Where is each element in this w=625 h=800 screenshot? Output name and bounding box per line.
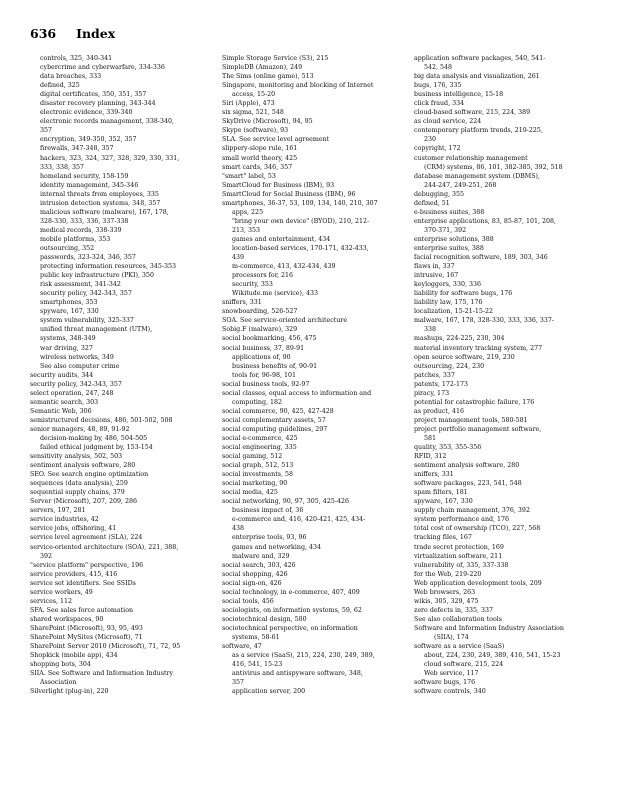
index-entry: SharePoint MySites (Microsoft), 71 (30, 634, 143, 641)
index-entry: customer relationship management (414, 154, 528, 162)
index-entry: social business tools, 92-97 (222, 380, 310, 388)
index-entry: 416, 541, 15-23 (232, 661, 283, 669)
index-entry: sniffers, 331 (222, 299, 262, 307)
index-entry: The Sims (online game), 513 (222, 73, 314, 81)
index-entry: shopping bots, 304 (30, 661, 91, 669)
index-entry: games and networking, 434 (232, 543, 321, 551)
index-entry: systems, 348-349 (40, 335, 96, 343)
index-entry: virtualization software, 211 (414, 552, 503, 560)
index-entry: sociotechnical design, 580 (222, 615, 307, 623)
index-entry: controls, 325, 340-341 (40, 55, 113, 62)
index-entry: Skype (software), 93 (222, 127, 289, 135)
index-entry: 357 (40, 127, 53, 135)
index-entry: social bookmarking, 456, 475 (222, 335, 317, 343)
index-entry: RFID, 312 (414, 453, 447, 461)
index-entry: potential for catastrophic failure, 176 (414, 398, 535, 406)
index-entry: social sign-on, 426 (222, 579, 282, 587)
index-entry: sentiment analysis software, 280 (30, 462, 136, 470)
index-entry: 370-371, 392 (424, 226, 467, 234)
index-entry: "bring your own device" (BYOD), 210, 212- (232, 217, 370, 225)
index-entry: bugs, 176, 335 (414, 82, 462, 90)
index-entry: 438 (232, 525, 245, 533)
index-entry: m-commerce, 413, 432-434, 439 (232, 263, 336, 271)
index-entry: (SIIA), 174 (434, 634, 469, 641)
index-entry: e-business suites, 388 (414, 208, 485, 216)
index-entry: patches, 337 (414, 371, 455, 379)
index-entry: spam filters, 181 (414, 489, 468, 497)
index-entry: risk assessment, 341-342 (40, 281, 121, 289)
index-entry: electronic evidence, 339-340 (40, 109, 133, 117)
index-entry: vulnerability of, 335, 337-338 (414, 561, 509, 569)
index-entry: localization, 15-21-15-22 (414, 308, 494, 316)
index-entry: project portfolio management software, (414, 425, 542, 433)
index-entry: social engineering, 335 (222, 444, 297, 452)
index-entry: intrusion detection systems, 348, 357 (40, 199, 161, 207)
index-entry: SIIA. See Software and Information Industry (30, 670, 174, 678)
index-entry: identity management, 345-346 (40, 181, 139, 189)
index-entry: processors for, 216 (232, 272, 294, 280)
index-entry: security policy, 342-343, 357 (30, 380, 122, 388)
index-entry: apps, 225 (232, 208, 264, 216)
index-entry: contemporary platform trends, 219-225, (414, 127, 543, 135)
index-entry: enterprise suites, 388 (414, 244, 484, 252)
index-entry: 392 (40, 552, 53, 560)
index-entry: outsourcing, 352 (40, 244, 95, 252)
index-entry: decision-making by, 486, 504-505 (40, 434, 148, 442)
index-entry: Web application development tools, 209 (414, 579, 542, 587)
page-number: 636 (30, 26, 57, 41)
index-entry: malicious software (malware), 167, 178, (40, 208, 169, 216)
index-entry: encryption, 349-350, 352, 357 (40, 136, 137, 144)
index-entry: Shopkick (mobile app), 434 (30, 652, 118, 660)
index-column-2 (222, 54, 412, 696)
index-entry: six sigma, 521, 548 (222, 109, 284, 117)
index-entry: SFA. See sales force automation (30, 606, 134, 614)
index-entry: small world theory, 425 (222, 154, 298, 162)
index-entry: social technology, in e-commerce, 407, 409 (222, 588, 360, 596)
index-entry: security policy, 342-343, 357 (40, 290, 132, 298)
index-entry: SEO. See search engine optimization (30, 471, 149, 479)
index-entry: database management system (DBMS), (414, 172, 540, 180)
index-entry: select operation, 247, 248 (30, 389, 114, 397)
index-entry: sociotechnical perspective, on information (222, 624, 358, 632)
index-entry: 333, 338, 357 (40, 163, 85, 171)
index-entry: servers, 197, 281 (30, 507, 86, 515)
index-entry: material inventory tracking system, 277 (414, 344, 543, 352)
index-entry: failed ethical judgment by, 153-154 (40, 444, 153, 452)
index-entry: business benefits of, 90-91 (232, 362, 318, 370)
index-entry: cloud software, 215, 224 (424, 661, 504, 669)
index-entry: Silverlight (plug-in), 220 (30, 688, 109, 696)
index-entry: social graph, 512, 513 (222, 462, 294, 470)
index-entry: Association (40, 679, 77, 687)
index-entry: software packages, 223, 541, 548 (414, 480, 522, 488)
index-entry: social commerce, 90, 425, 427-428 (222, 407, 334, 415)
index-entry: application software packages, 540, 541- (414, 55, 546, 62)
index-entry: shared workspaces, 90 (30, 615, 104, 623)
index-entry: smartphones, 353 (40, 299, 98, 307)
index-entry: tools for, 96-98, 101 (232, 371, 296, 379)
index-entry: 542, 548 (424, 64, 453, 72)
index-entry: liability law, 175, 176 (414, 299, 483, 307)
index-entry: Wikitude.me (service), 433 (232, 290, 318, 298)
index-entry: defined, 325 (40, 82, 80, 90)
index-entry: 338 (424, 326, 437, 334)
index-entry: security, 353 (232, 281, 273, 289)
index-entry: computing, 182 (232, 398, 283, 406)
index-entry: as cloud service, 224 (414, 118, 482, 126)
index-entry: 328-330, 333, 336, 337-338 (40, 217, 129, 225)
index-entry: social media, 425 (222, 489, 278, 497)
index-entry: mobile platforms, 353 (40, 235, 111, 243)
index-entry: for the Web, 219-220 (414, 570, 482, 578)
index-entry: mashups, 224-225, 230, 304 (414, 335, 505, 343)
index-entry: liability for software bugs, 176 (414, 290, 513, 298)
index-entry: Web service, 117 (424, 670, 479, 678)
index-entry: system vulnerability, 325-337 (40, 317, 134, 325)
index-entry: service level agreement (SLA), 224 (30, 534, 143, 542)
page-title: Index (76, 26, 116, 41)
page-header (30, 26, 115, 41)
index-entry: digital certificates, 350, 351, 357 (40, 91, 147, 99)
index-entry: semistructured decisions, 486, 501-502, 508 (30, 416, 173, 424)
index-entry: service set identifiers. See SSIDs (30, 579, 136, 587)
index-entry: Singapore, monitoring and blocking of Internet (222, 82, 374, 90)
index-entry: intrusive, 167 (414, 272, 459, 280)
index-entry: tracking files, 167 (414, 534, 472, 542)
index-entry: games and entertainment, 434 (232, 235, 331, 243)
index-entry: antivirus and antispyware software, 348, (232, 670, 363, 678)
index-entry: SmartCloud for Social Business (IBM), 96 (222, 190, 356, 198)
index-entry: zero defects in, 335, 337 (414, 606, 494, 614)
index-entry: piracy, 173 (414, 389, 450, 397)
index-entry: See also computer crime (40, 362, 120, 370)
index-entry: copyright, 172 (414, 145, 461, 153)
index-entry: SLA. See service level agreement (222, 136, 330, 144)
index-entry: semantic search, 303 (30, 398, 99, 406)
index-entry: sequences (data analysis), 259 (30, 480, 128, 488)
index-entry: sociologists, on information systems, 59, 62 (222, 606, 362, 614)
index-entry: 439 (232, 254, 245, 262)
index-entry: access, 15-20 (232, 91, 276, 99)
index-entry: social tools, 456 (222, 597, 274, 605)
index-entry: wikis, 305, 329, 475 (414, 597, 479, 605)
index-entry: about, 224, 230, 249, 389, 416, 541, 15-23 (424, 652, 561, 660)
index-entry: SmartCloud for Business (IBM), 93 (222, 181, 335, 189)
index-entry: Web browsers, 263 (414, 588, 476, 596)
index-entry: Semantic Web, 306 (30, 407, 92, 415)
index-entry: social marketing, 90 (222, 480, 288, 488)
index-entry: open source software, 219, 230 (414, 353, 515, 361)
index-entry: quality, 353, 355-356 (414, 444, 482, 452)
index-entry: SkyDrive (Microsoft), 94, 95 (222, 118, 313, 126)
index-entry: passwords, 323-324, 346, 357 (40, 254, 136, 262)
index-entry: social classes, equal access to information and (222, 389, 372, 397)
index-entry: 213, 353 (232, 226, 261, 234)
index-entry: flaws in, 337 (414, 263, 455, 271)
index-entry: debugging, 355 (414, 190, 465, 198)
index-entry: 581 (424, 434, 437, 442)
index-entry: software as a service (SaaS) (414, 643, 505, 651)
index-entry: Software and Information Industry Association (414, 624, 564, 632)
index-entry: social search, 303, 426 (222, 561, 296, 569)
index-entry: homeland security, 158-159 (40, 172, 129, 180)
index-entry: slippery-slope rule, 161 (222, 145, 298, 153)
index-entry: outsourcing, 224, 230 (414, 362, 485, 370)
index-entry: business impact of, 36 (232, 507, 304, 515)
index-entry: internal threats from employees, 335 (40, 190, 159, 198)
index-entry: smart cards, 346, 357 (222, 163, 293, 171)
index-entry: Server (Microsoft), 207, 209, 286 (30, 498, 137, 506)
index-entry: social business, 37, 89-91 (222, 344, 305, 352)
index-entry: hackers, 323, 324, 327, 328, 329, 330, 331, (40, 154, 180, 162)
index-entry: "service platform" perspective, 196 (30, 561, 144, 569)
index-entry: service industries, 42 (30, 516, 99, 524)
index-entry: enterprise solutions, 388 (414, 235, 494, 243)
index-entry: electronic records management, 338-340, (40, 118, 174, 126)
index-entry: cybercrime and cyberwarfare, 334-336 (40, 64, 165, 72)
index-entry: software bugs, 176 (414, 679, 476, 687)
index-entry: snowboarding, 526-527 (222, 308, 298, 316)
index-entry: 244-247, 249-251, 268 (424, 181, 497, 189)
index-entry: location-based services, 170-171, 432-433, (232, 244, 369, 252)
index-entry: disaster recovery planning, 343-344 (40, 100, 156, 108)
index-entry: system performance and, 176 (414, 516, 510, 524)
index-entry: sensitivity analysis, 502, 503 (30, 453, 123, 461)
index-entry: malware, 167, 178, 328-330, 333, 336, 337- (414, 317, 555, 325)
index-entry: service jobs, offshoring, 41 (30, 525, 117, 533)
index-entry: public key infrastructure (PKI), 350 (40, 272, 154, 280)
index-entry: patents, 172-173 (414, 380, 469, 388)
index-entry: "smart" label, 53 (222, 172, 276, 180)
index-entry: Sobig.F (malware), 329 (222, 326, 298, 334)
index-entry: software, 47 (222, 643, 262, 651)
index-entry: click fraud, 334 (414, 100, 465, 108)
index-entry: total cost of ownership (TCO), 227, 568 (414, 525, 541, 533)
index-entry: Simple Storage Service (S3), 215 (222, 55, 329, 62)
index-entry: as a service (SaaS), 215, 224, 230, 249, 389, (232, 652, 375, 660)
index-entry: service-oriented architecture (SOA), 221, 388, (30, 543, 179, 551)
index-entry: (CRM) systems, 86, 101, 382-385, 392, 518 (424, 163, 563, 171)
index-entry: big data analysis and visualization, 261 (414, 73, 540, 81)
index-entry: firewalls, 347-348, 357 (40, 145, 114, 153)
index-entry: social networking, 90, 97, 305, 425-426 (222, 498, 349, 506)
index-entry: wireless networks, 349 (40, 353, 114, 361)
index-entry: enterprise applications, 83, 85-87, 101, 208, (414, 217, 557, 225)
index-entry: security audits, 344 (30, 371, 94, 379)
index-entry: software controls, 340 (414, 688, 486, 696)
index-entry: facial recognition software, 189, 303, 346 (414, 254, 548, 262)
index-entry: war driving, 327 (40, 344, 93, 352)
index-entry: social investments, 58 (222, 471, 293, 479)
index-column-3 (414, 54, 604, 696)
index-entry: as product, 416 (414, 407, 464, 415)
index-entry: social complementary assets, 57 (222, 416, 326, 424)
index-entry: spyware, 167, 330 (40, 308, 99, 316)
index-entry: service providers, 415, 416 (30, 570, 118, 578)
index-entry: sequential supply chains, 379 (30, 489, 125, 497)
index-entry: data breaches, 333 (40, 73, 102, 81)
index-entry: keyloggers, 330, 336 (414, 281, 481, 289)
index-entry: application server, 200 (232, 688, 306, 696)
index-entry: services, 112 (30, 597, 73, 605)
index-entry: applications of, 90 (232, 353, 291, 361)
index-entry: SOA. See service-oriented architecture (222, 317, 348, 325)
index-entry: smartphones, 36-37, 53, 109, 134, 140, 210, 307 (222, 199, 378, 207)
index-entry: protecting information resources, 345-353 (40, 263, 177, 271)
index-entry: cloud-based software, 215, 224, 389 (414, 109, 531, 117)
index-entry: defined, 51 (414, 199, 450, 207)
index-entry: Siri (Apple), 473 (222, 100, 275, 108)
index-entry: supply chain management, 376, 392 (414, 507, 530, 515)
index-entry: social gaming, 512 (222, 453, 283, 461)
index-entry: sentiment analysis software, 280 (414, 462, 520, 470)
index-entry: systems, 58-61 (232, 634, 280, 641)
index-entry: trade secret protection, 169 (414, 543, 504, 551)
index-entry: spyware, 167, 330 (414, 498, 473, 506)
index-entry: SimpleDB (Amazon), 249 (222, 64, 303, 72)
index-entry: project management tools, 580-581 (414, 416, 528, 424)
index-entry: social shopping, 426 (222, 570, 288, 578)
index-entry: See also collaboration tools (414, 615, 502, 623)
index-entry: service workers, 49 (30, 588, 93, 596)
index-entry: social e-commerce, 425 (222, 434, 298, 442)
index-entry: SharePoint Server 2010 (Microsoft), 71, 72, 95 (30, 643, 181, 651)
index-entry: medical records, 338-339 (40, 226, 122, 234)
index-entry: SharePoint (Microsoft), 93, 95, 493 (30, 624, 143, 632)
index-entry: malware and, 329 (232, 552, 290, 560)
index-entry: 230 (424, 136, 437, 144)
index-entry: 357 (232, 679, 245, 687)
index-entry: sniffers, 331 (414, 471, 454, 479)
index-entry: social computing guidelines, 297 (222, 425, 328, 433)
index-entry: senior managers, 48, 89, 91-92 (30, 425, 130, 433)
index-entry: enterprise tools, 93, 96 (232, 534, 307, 542)
index-column-1 (30, 54, 220, 696)
index-entry: business intelligence, 15-18 (414, 91, 504, 99)
index-entry: e-commerce and, 416, 420-421, 425, 434- (232, 516, 366, 524)
index-entry: unified threat management (UTM), (40, 326, 153, 334)
